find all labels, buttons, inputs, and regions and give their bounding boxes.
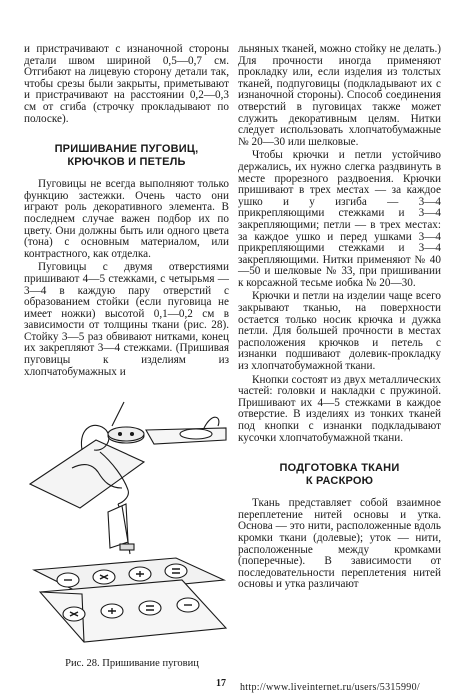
button-sewing-illustration <box>26 392 232 656</box>
page-number: 17 <box>216 678 226 689</box>
section-heading-fabric <box>238 462 441 488</box>
section-heading-line: К РАСКРОЮ <box>305 475 374 488</box>
paragraph-two-holes: Пуговицы с двумя отверстиями пришивают 4—5 стежками, с четырьмя — 3—4 в каждую пару отверстий с образованием стойки (если пуговица не имеет ножки) высотой 0,1—0,2 см в зависимости от толщины ткани (рис. 28). Стойку 3—5 раз обвивают нитками, конец их закрепляют 3—4 стежками. (Пришивая пуговицы к изделиям из хлопчатобумажных и <box>24 261 229 378</box>
section-heading-buttons <box>24 143 229 169</box>
right-column <box>238 44 441 593</box>
paragraph-hooks: Чтобы крючки и петли устойчиво держались, их нужно слегка раздвинуть в месте прорезного раздвоения. Крючки пришивают в трех местах — за каждое ушко и у изгиба — 3—4 прикрепляющими стежками и 3—4 закрепляющими; петли — в трех местах: за каждое ушко и перед ушками 3—4 прикрепляющими стежками и 3—4 закрепляющими. Нитки применяют № 40—50 и шелковые № 33, при пришивании к корсажной тесьме иобка № 20—30. <box>238 149 441 289</box>
section-heading-line: КРЮЧКОВ И ПЕТЕЛЬ <box>67 156 186 169</box>
figure-caption: Рис. 28. Пришивание пуговиц <box>65 658 199 669</box>
section-heading-line: ПОДГОТОВКА ТКАНИ <box>279 462 400 475</box>
intro-paragraph: и пристрачивают с изнаночной стороны детали швом шириной 0,5—0,7 см. Отгибают на лицевую сторону детали так, чтобы срезы были закрыты, приметывают и пристрачивают на расстоянии 0,2—0,3 см от сгиба (строчку прокладывают по полоске). <box>24 43 229 125</box>
paragraph-fabric: Ткань представляет собой взаимное переплетение нитей основы и утка. Основа — это нити, расположенные вдоль кромки ткани (долевые); уток — нити, расположенные между кромками (поперечные). В зависимости от последовательности переплетения нитей основы и утка различают <box>238 497 441 591</box>
section-heading-line: ПРИШИВАНИЕ ПУГОВИЦ, <box>54 143 199 156</box>
paragraph-snaps: Кнопки состоят из двух металлических частей: головки и накладки с пружиной. Пришивают их 4—5 стежками в каждое отверстие. В изделиях из тонких тканей под кнопки с изнанки подкладывают кусочки хлопчатобумажной ткани. <box>238 373 441 444</box>
footer-url[interactable]: http://www.liveinternet.ru/users/5315990/ <box>240 682 420 693</box>
paragraph-continuation: льняных тканей, можно стойку не делать.) Для прочности иногда применяют прокладку или, если изделия из толстых тканей, подпуговицы (подкладывают их с изнаночной стороны). Способ соединения отверстий в пуговицах также может служить декоративным целям. Нитки следует использовать хлопчатобумажные № 20—30 или шелковые. <box>238 43 441 148</box>
paragraph-buttons-function: Пуговицы не всегда выполняют только функцию застежки. Очень часто они играют роль декоративного элемента. В последнем случае важен подбор их по цвету. Они должны быть или одного цвета (тона) с основным материалом, или контрастного, как отделка. <box>24 178 229 260</box>
paragraph-hidden-hooks: Крючки и петли на изделии чаще всего закрывают тканью, на поверхности остается только носик крючка и дужка петли. Для большей прочности в местах расположения крючков и петель с изнанки подшивают долевик-прокладку из хлопчатобумажной ткани. <box>238 290 441 373</box>
left-column <box>24 44 229 380</box>
